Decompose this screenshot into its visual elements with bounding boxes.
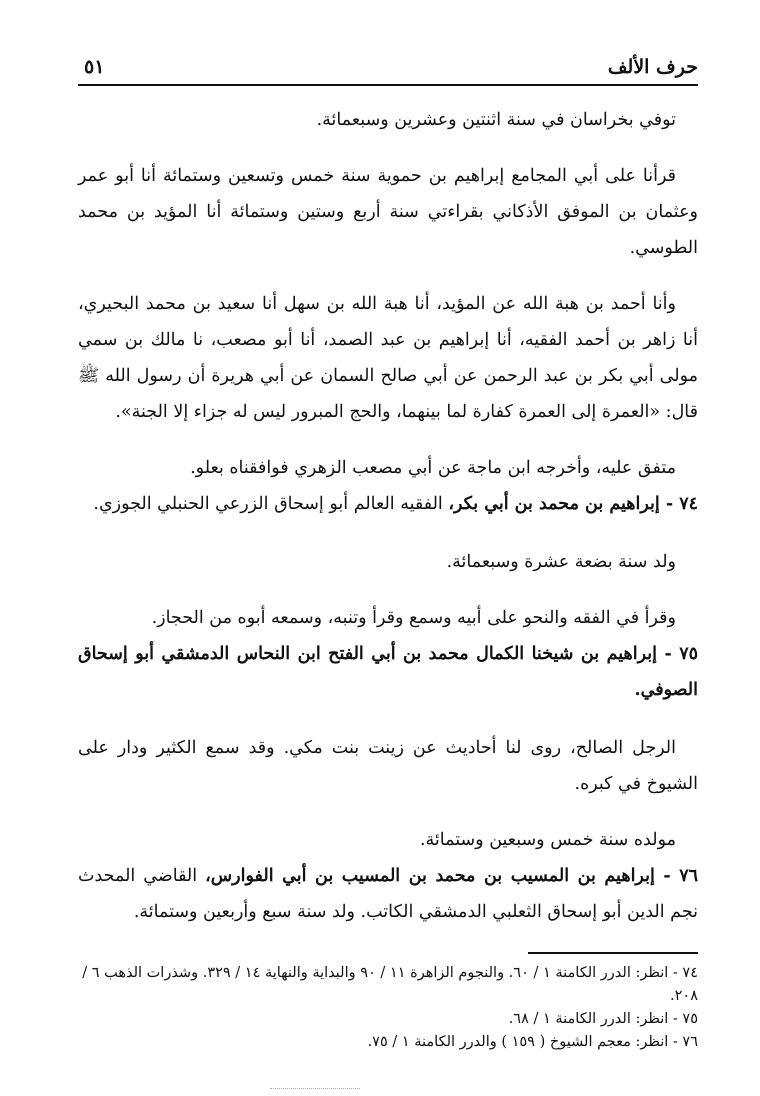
footnote: ٧٦ - انظر: معجم الشيوخ ( ١٥٩ ) والدرر الكامنة ١ / ٧٥. (367, 1034, 698, 1050)
paragraph: وأنا أحمد بن هبة الله عن المؤيد، أنا هبة الله بن سهل أنا سعيد بن محمد البحيري، أنا زاهر بن أحمد الفقيه، أنا إبراهيم بن عبد الصمد، أنا أبو مصعب، نا مالك بن سمي مولى أبي بكر بن عبد الرحمن عن أبي صالح السمان عن أبي هريرة أن رسول الله ﷺ قال: «العمرة إلى العمرة كفارة لما بينهما، والحج المبرور ليس له جزاء إلا الجنة». (78, 294, 698, 422)
paragraph: قرأنا على أبي المجامع إبراهيم بن حموية سنة خمس وتسعين وستمائة أنا أبو عمر وعثمان بن الموفق الأذكاني بقراءتي سنة أربع وستين وستمائة أنا المؤيد بن محمد الطوسي. (78, 166, 698, 258)
page-number: ٥١ (84, 56, 105, 78)
page (78, 56, 698, 1054)
paragraph: مولده سنة خمس وسبعين وستمائة. (419, 830, 676, 850)
entry-heading: ٧٥ - إبراهيم بن شيخنا الكمال محمد بن أبي الفتح ابن النحاس الدمشقي أبو إسحاق الصوفي. (78, 644, 698, 700)
footnote-rule (528, 952, 698, 954)
entry-74 (78, 486, 698, 522)
paragraph: توفي بخراسان في سنة اثنتين وعشرين وسبعمائة. (316, 110, 676, 130)
paragraph: وقرأ في الفقه والنحو على أبيه وسمع وقرأ وتنبه، وسمعه أبوه من الحجاز. (151, 608, 676, 628)
page-header (78, 56, 698, 88)
entry-description: القاضي المحدث نجم الدين أبو إسحاق الثعلبي الدمشقي الكاتب. ولد سنة سبع وأربعين وستمائة. (78, 866, 698, 922)
main-text (78, 102, 698, 930)
entry-76 (78, 858, 698, 930)
header-rule (78, 84, 698, 86)
entry-heading: ٧٦ - إبراهيم بن المسيب بن محمد بن المسيب بن أبي الفوارس، (205, 866, 699, 886)
paragraph: متفق عليه، وأخرجه ابن ماجة عن أبي مصعب الزهري فوافقناه بعلو. (190, 458, 676, 478)
scan-artifact (270, 1088, 360, 1089)
paragraph: ولد سنة بضعة عشرة وسبعمائة. (446, 552, 676, 572)
footnote: ٧٥ - انظر: الدرر الكامنة ١ / ٦٨. (508, 1011, 698, 1027)
paragraph: الرجل الصالح، روى لنا أحاديث عن زينت بنت مكي. وقد سمع الكثير ودار على الشيوخ في كبره. (78, 738, 698, 794)
footnotes (78, 962, 698, 1054)
footnote: ٧٤ - انظر: الدرر الكامنة ١ / ٦٠. والنجوم الزاهرة ١١ / ٩٠ والبداية والنهاية ١٤ / ٣٢٩. وشذرات الذهب ٦ / ٢٠٨. (82, 965, 698, 1004)
entry-description: الفقيه العالم أبو إسحاق الزرعي الحنبلي الجوزي. (93, 494, 449, 514)
entry-heading: ٧٤ - إبراهيم بن محمد بن أبي بكر، (448, 494, 698, 514)
entry-75 (78, 636, 698, 708)
page-title: حرف الألف (607, 56, 698, 78)
